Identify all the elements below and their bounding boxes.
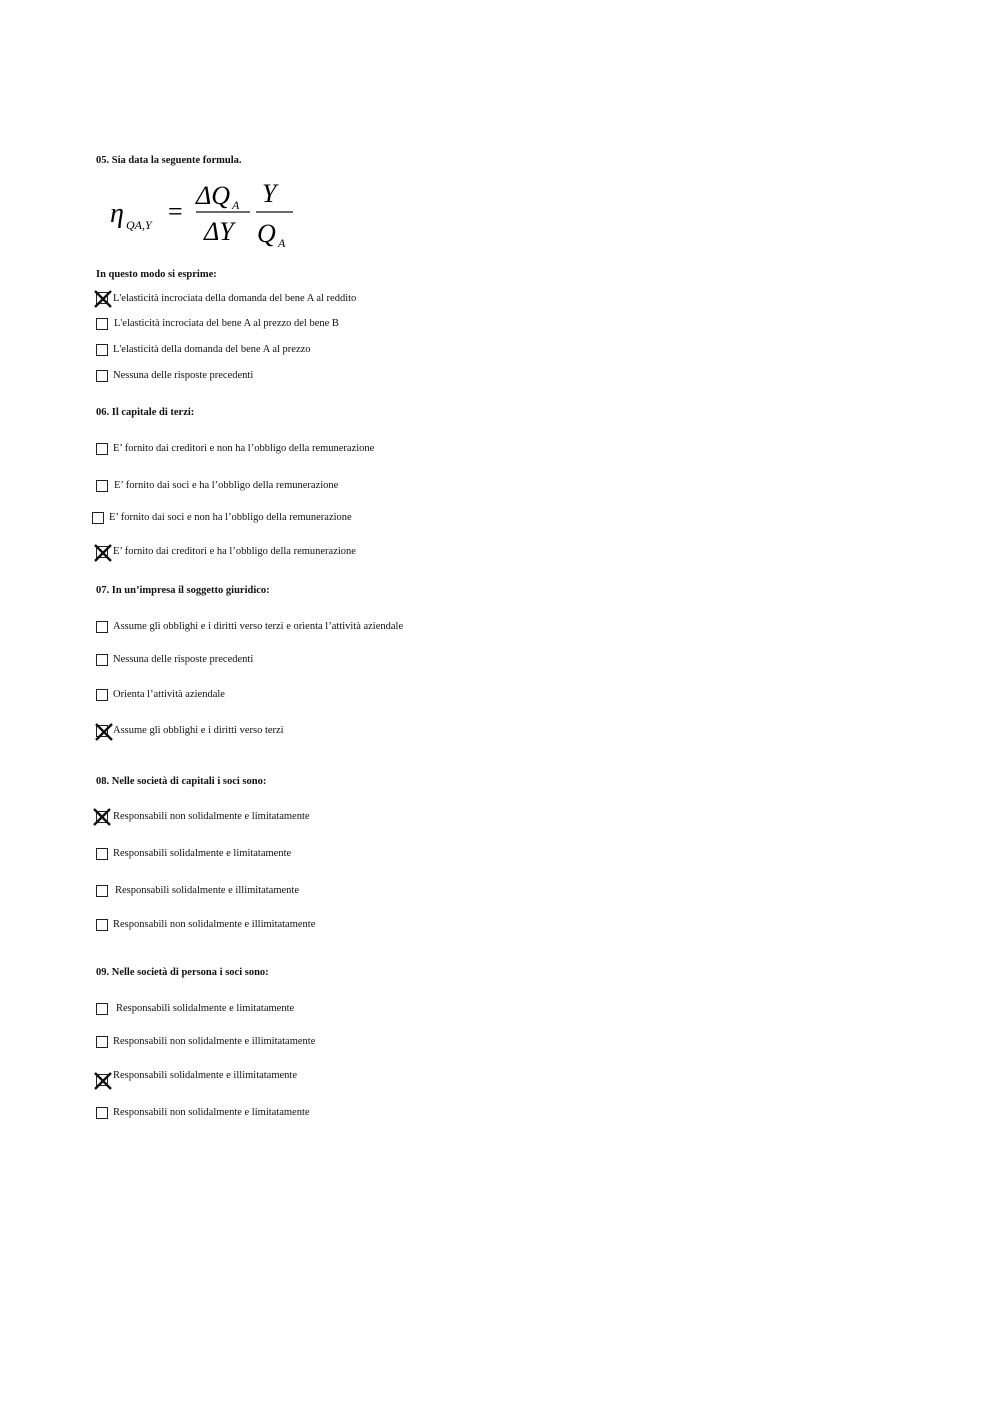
q09-option-1-checkbox[interactable] bbox=[96, 1003, 108, 1015]
formula-den1: ΔY bbox=[204, 217, 234, 246]
q08-option-3-checkbox[interactable] bbox=[96, 885, 108, 897]
question-08-title: 08. Nelle società di capitali i soci sono: bbox=[96, 776, 267, 787]
q08-option-2-label: Responsabili solidalmente e limitatamente bbox=[113, 848, 292, 859]
q06-option-1-checkbox[interactable] bbox=[96, 443, 108, 455]
q06-option-3-label: E’ fornito dai soci e non ha l’obbligo della remunerazione bbox=[109, 512, 352, 523]
q06-option-2-checkbox[interactable] bbox=[96, 480, 108, 492]
q05-option-4-checkbox[interactable] bbox=[96, 370, 108, 382]
q09-option-2-checkbox[interactable] bbox=[96, 1036, 108, 1048]
formula-num1: ΔQ bbox=[196, 181, 231, 210]
formula-equals: = bbox=[168, 197, 183, 226]
q05-option-3-checkbox[interactable] bbox=[96, 344, 108, 356]
question-05-prompt: In questo modo si esprime: bbox=[96, 269, 217, 280]
checked-x-icon bbox=[93, 543, 113, 563]
question-05-title: 05. Sia data la seguente formula. bbox=[96, 155, 242, 166]
q09-option-1-label: Responsabili solidalmente e limitatamente bbox=[116, 1003, 295, 1014]
q06-option-2-label: E’ fornito dai soci e ha l’obbligo della remunerazione bbox=[114, 480, 339, 491]
q05-option-1-label: L'elasticità incrociata della domanda del bene A al reddito bbox=[113, 293, 357, 304]
q06-option-3-checkbox[interactable] bbox=[92, 512, 104, 524]
q05-option-2-checkbox[interactable] bbox=[96, 318, 108, 330]
q09-option-2-label: Responsabili non solidalmente e illimitatamente bbox=[113, 1036, 316, 1047]
question-07-title: 07. In un’impresa il soggetto giuridico: bbox=[96, 585, 270, 596]
checked-x-icon bbox=[93, 289, 113, 309]
checked-x-icon bbox=[94, 722, 114, 742]
q07-option-3-label: Orienta l’attività aziendale bbox=[113, 689, 225, 700]
formula bbox=[108, 176, 308, 254]
formula-num2: Y bbox=[262, 179, 277, 208]
q06-option-4-label: E’ fornito dai creditori e ha l’obbligo della remunerazione bbox=[113, 546, 356, 557]
q08-option-4-checkbox[interactable] bbox=[96, 919, 108, 931]
q07-option-4-label: Assume gli obblighi e i diritti verso terzi bbox=[113, 725, 284, 736]
q08-option-3-label: Responsabili solidalmente e illimitatamente bbox=[115, 885, 300, 896]
q07-option-1-label: Assume gli obblighi e i diritti verso terzi e orienta l’attività aziendale bbox=[113, 621, 404, 632]
q09-option-3-label: Responsabili solidalmente e illimitatamente bbox=[113, 1070, 298, 1081]
formula-lhs-sub: QA,Y bbox=[126, 218, 152, 232]
q08-option-1-label: Responsabili non solidalmente e limitatamente bbox=[113, 811, 310, 822]
q07-option-1-checkbox[interactable] bbox=[96, 621, 108, 633]
q07-option-3-checkbox[interactable] bbox=[96, 689, 108, 701]
formula-num1-sub: A bbox=[232, 198, 240, 212]
q09-option-4-checkbox[interactable] bbox=[96, 1107, 108, 1119]
q08-option-2-checkbox[interactable] bbox=[96, 848, 108, 860]
q08-option-4-label: Responsabili non solidalmente e illimitatamente bbox=[113, 919, 316, 930]
formula-lhs: η bbox=[110, 198, 124, 229]
checked-x-icon bbox=[93, 1071, 113, 1091]
q05-option-4-label: Nessuna delle risposte precedenti bbox=[113, 370, 254, 381]
q07-option-2-checkbox[interactable] bbox=[96, 654, 108, 666]
formula-den2-sub: A bbox=[278, 236, 286, 250]
q06-option-1-label: E’ fornito dai creditori e non ha l’obbligo della remunerazione bbox=[113, 443, 375, 454]
checked-x-icon bbox=[92, 807, 112, 827]
q09-option-4-label: Responsabili non solidalmente e limitatamente bbox=[113, 1107, 310, 1118]
question-06-title: 06. Il capitale di terzi: bbox=[96, 407, 195, 418]
q07-option-2-label: Nessuna delle risposte precedenti bbox=[113, 654, 254, 665]
question-09-title: 09. Nelle società di persona i soci sono: bbox=[96, 967, 269, 978]
formula-den2: Q bbox=[257, 219, 276, 248]
q05-option-2-label: L'elasticità incrociata del bene A al prezzo del bene B bbox=[114, 318, 339, 329]
q05-option-3-label: L'elasticità della domanda del bene A al prezzo bbox=[113, 344, 311, 355]
